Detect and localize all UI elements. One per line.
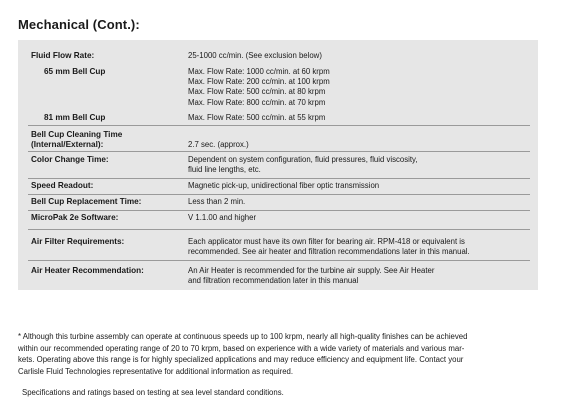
cleaning-time-value: 2.7 sec. (approx.) <box>188 140 249 149</box>
specifications-note: Specifications and ratings based on testing at sea level standard conditions. <box>22 388 284 397</box>
replacement-time-label: Bell Cup Replacement Time: <box>31 197 142 206</box>
air-heater-line: and filtration recommendation later in this manual <box>188 276 359 286</box>
row-air-heater-recommendation <box>28 266 530 288</box>
flow-rate-line: Max. Flow Rate: 200 cc/min. at 100 krpm <box>188 77 330 87</box>
air-filter-line: Each applicator must have its own filter for bearing air. RPM-418 or equivalent is <box>188 237 465 246</box>
fluid-flow-rate-label: Fluid Flow Rate: <box>31 51 95 60</box>
air-heater-value <box>188 266 533 286</box>
air-heater-label: Air Heater Recommendation: <box>31 266 144 275</box>
fluid-flow-rate-value: 25-1000 cc/min. (See exclusion below) <box>188 51 322 60</box>
flow-rate-line: Max. Flow Rate: 800 cc/min. at 70 krpm <box>188 97 326 107</box>
color-change-line: Dependent on system configuration, fluid pressures, fluid viscosity, <box>188 155 418 164</box>
row-speed-readout <box>28 181 530 195</box>
row-color-change-time <box>28 155 530 179</box>
cleaning-time-label <box>31 130 181 150</box>
color-change-line: fluid line lengths, etc. <box>188 165 261 175</box>
flow-rate-line: Max. Flow Rate: 1000 cc/min. at 60 krpm <box>188 67 330 76</box>
footnote-line: within our recommended operating range of 20 to 70 krpm, based on experience with a wide variety of materials and various mar- <box>18 343 465 353</box>
bell-cup-65-label: 65 mm Bell Cup <box>44 67 106 76</box>
row-bell-cup-replacement-time <box>28 197 530 211</box>
speed-readout-value: Magnetic pick-up, unidirectional fiber optic transmission <box>188 181 380 190</box>
footnote-line: kets. Operating above this range is for highly specialized applications and may reduce efficiency and equipment life. Contact your <box>18 355 464 364</box>
color-change-label: Color Change Time: <box>31 155 109 164</box>
row-air-filter-requirements <box>28 237 530 261</box>
flow-rate-line: Max. Flow Rate: 500 cc/min. at 80 krpm <box>188 87 326 97</box>
replacement-time-value: Less than 2 min. <box>188 197 246 206</box>
color-change-value <box>188 155 533 175</box>
cleaning-time-label-line: Bell Cup Cleaning Time <box>31 130 123 139</box>
air-filter-value <box>188 237 533 257</box>
bell-cup-81-label: 81 mm Bell Cup <box>44 113 106 122</box>
footnote <box>18 331 548 377</box>
software-label: MicroPak 2e Software: <box>31 213 119 222</box>
software-value: V 1.1.00 and higher <box>188 213 257 222</box>
bell-cup-81-value: Max. Flow Rate: 500 cc/min. at 55 krpm <box>188 113 326 122</box>
footnote-line: * Although this turbine assembly can operate at continuous speeds up to 100 krpm, nearly all high-quality finishes can be achieved <box>18 332 468 341</box>
specifications-table <box>18 40 538 290</box>
row-bell-cup-cleaning-time <box>28 130 530 152</box>
air-filter-label: Air Filter Requirements: <box>31 237 125 246</box>
speed-readout-label: Speed Readout: <box>31 181 94 190</box>
cleaning-time-label-line: (Internal/External): <box>31 140 104 149</box>
bell-cup-65-values <box>188 67 533 108</box>
section-title: Mechanical (Cont.): <box>18 17 140 32</box>
row-fluid-flow-rate <box>28 51 530 126</box>
air-heater-line: An Air Heater is recommended for the turbine air supply. See Air Heater <box>188 266 435 275</box>
footnote-line: Carlisle Fluid Technologies representative for additional information as required. <box>18 366 294 376</box>
air-filter-line: recommended. See air heater and filtration recommendations later in this manual. <box>188 247 470 257</box>
row-micropak-software <box>28 213 530 230</box>
